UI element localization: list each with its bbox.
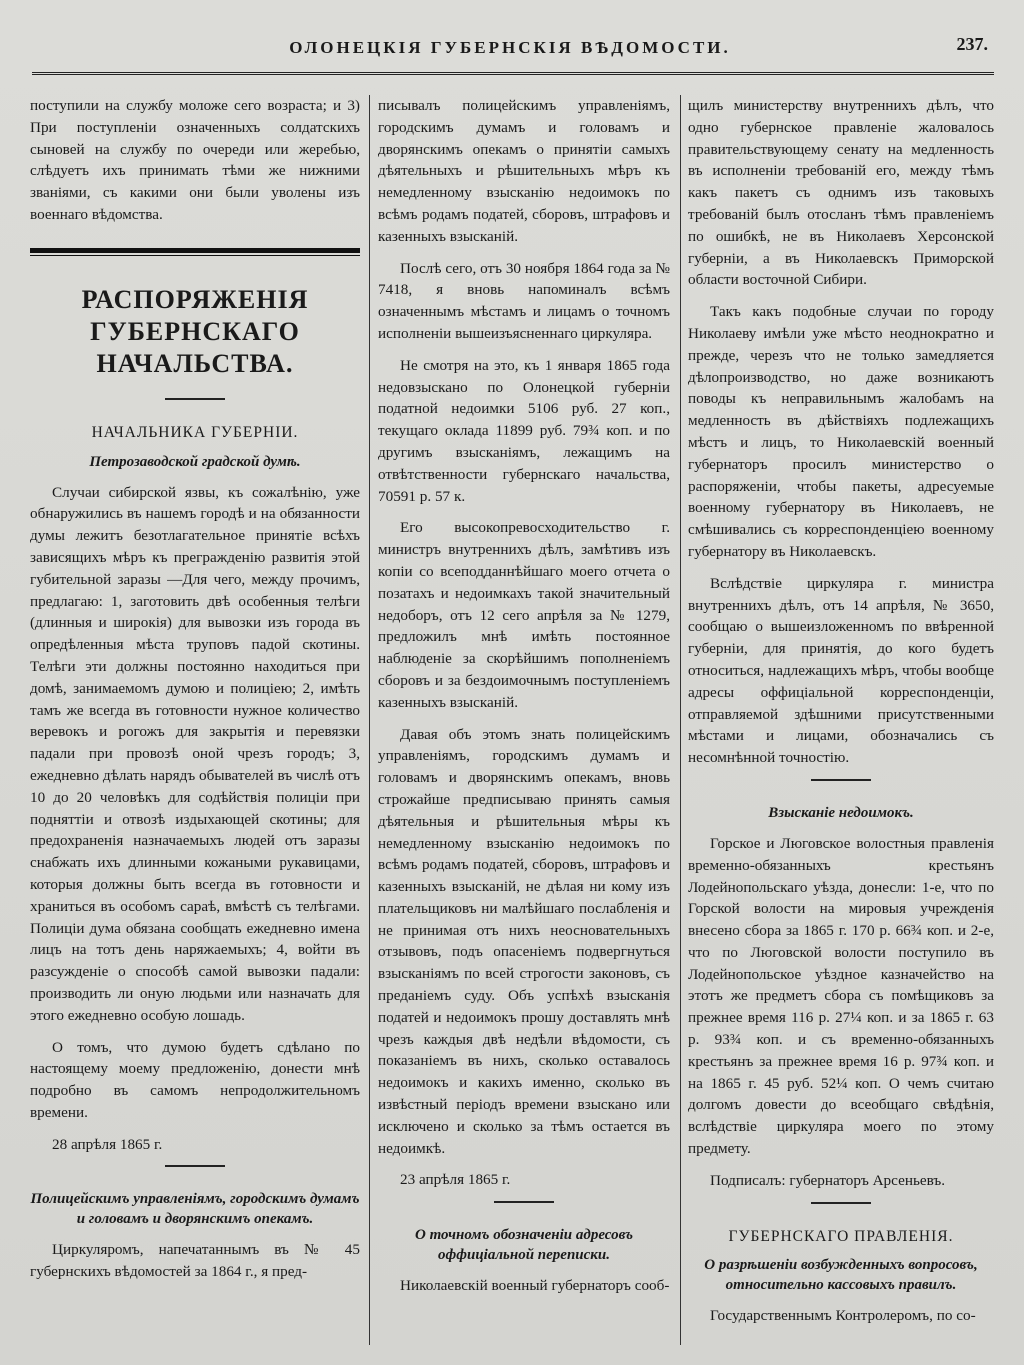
paragraph: Циркуляромъ, напечатаннымъ въ № 45 губернскихъ вѣдомостей за 1864 г., я пред- [30, 1241, 360, 1281]
article-heading: Взысканіе недоимокъ. [768, 804, 914, 821]
paragraph: Такъ какъ подобные случаи по городу Николаеву имѣли уже мѣсто неоднократно и прежде, черезъ что не только замедляется дѣлопроизводство, но даже возникаютъ поводы къ неправильнымъ жалобамъ на медленность въ дѣйствіяхъ подлежащихъ мѣстъ и лицъ, то Николаевскій военный губернаторъ просилъ министерство о распоряженіи, чтобы пакеты, адресуемые военному губернатору въ Николаевъ, не смѣшивались съ корреспонденціею военному губернатору въ Николаевскъ. [688, 303, 994, 560]
divider [494, 1201, 554, 1203]
column-divider [680, 95, 681, 1345]
date-line: 28 апрѣля 1865 г. [52, 1135, 163, 1153]
continued-paragraph: поступили на службу моложе сего возраста; и 3) При поступленіи означенныхъ солдатскихъ сыновей на службу по очереди или жеребью, слѣдуетъ ихъ принимать тѣми же нижними званіями, съ какими они были уволены изъ военнаго вѣдомства. [30, 97, 360, 223]
date-line: 23 апрѣля 1865 г. [400, 1171, 511, 1189]
divider [165, 398, 225, 400]
paragraph: Давая объ этомъ знать полицейскимъ управленіямъ, городскимъ думамъ и головамъ и дворянскимъ опекамъ, вновь строжайше предписываю принять самыя дѣятельныя и рѣшительныя мѣры къ немедленному взысканію недоимокъ по всѣмъ родамъ податей, сборовъ, штрафовъ и казенныхъ взысканій, не дѣлая ни кому изъ плательщиковъ ни малѣйшаго послабленія и не принимая отъ нихъ неосновательныхъ отзывовъ, подъ опасеніемъ подвергнуться взысканіямъ по всей строгости законовъ, съ преданіемъ суду. Объ успѣхѣ взысканія податей и недоимокъ прошу доставлять мнѣ чрезъ каждыя двѣ недѣли вѣдомости, съ показаніемъ въ нихъ, сколько оставалось недоимокъ и какихъ именно, сколько въ извѣстный періодъ времени взыскано или исключено и сколько за тѣмъ остается въ недоимкѣ. [378, 725, 670, 1157]
section-title: РАСПОРЯЖЕНІЯ ГУБЕРНСКАГО НАЧАЛЬСТВА. [81, 284, 309, 378]
continued-paragraph: писывалъ полицейскимъ управленіямъ, городскимъ думамъ и головамъ и дворянскимъ опекамъ о принятіи самыхъ дѣятельныхъ и рѣшительныхъ мѣръ къ немедленному взысканію недоимокъ по всѣмъ родамъ податей, сборовъ, штрафовъ и казенныхъ взысканій. [378, 97, 670, 245]
paragraph: Случаи сибирской язвы, къ сожалѣнію, уже обнаружились въ нашемъ городѣ и на обязанности думы лежитъ безотлагательное принятіе всѣхъ зависящихъ мѣръ къ прегражденію развитія этой губительной заразы —Для чего, между прочимъ, предлагаю: 1, заготовить двѣ особенныя телѣги (длинныя и широкія) для вывозки изъ города въ опредѣленныя мѣста труповъ падой скотины. Телѣги эти должны постоянно находиться при домѣ, занимаемомъ думою и полиціею; 2, имѣть тамъ же всегда въ готовности нужное количество веревокъ и рогожъ для закрытія и перевязки падали при провозѣ оной чрезъ городъ; 3, ежедневно дѣлать нарядъ обывателей въ числѣ отъ 10 до 20 человѣкъ для содѣйствія полиціи при подняттіи и отвозѣ издыхающей скотины; для предохраненія назначаемыхъ людей отъ заразы снабжать ихъ длинными кожаными рукавицами, которыя должны быть всегда въ готовности и храниться въ особомъ сараѣ, вмѣстѣ съ телѣгами. Полиціи дума обязана сообщать ежедневно имена лицъ на тотъ день наряжаемыхъ; 4, войти въ разсужденіе о способѣ самой вывозки падали: производить ли оную людьми или назначать для этого ежедневно особую лошадь. [30, 483, 360, 1024]
divider [811, 1202, 871, 1204]
header-rule [32, 72, 994, 75]
paragraph: Послѣ сего, отъ 30 ноября 1864 года за № 7418, я вновь напоминалъ всѣмъ означеннымъ мѣстамъ и лицамъ о точномъ исполненіи вышеизъясненнаго циркуляра. [378, 259, 670, 342]
signature-line: Подписалъ: губернаторъ Арсеньевъ. [710, 1171, 946, 1189]
column-divider [369, 95, 370, 1345]
paragraph: Николаевскій военный губернаторъ сооб- [400, 1277, 670, 1295]
subsection-heading: НАЧАЛЬНИКА ГУБЕРНІИ. [91, 423, 299, 441]
column-3 [688, 95, 994, 1345]
running-head: ОЛОНЕЦКІЯ ГУБЕРНСКІЯ ВѢДОМОСТИ. [289, 38, 731, 57]
column-1 [30, 95, 360, 1345]
article-heading: О разрѣшеніи возбужденныхъ вопросовъ, относительно кассовыхъ правилъ. [704, 1257, 978, 1294]
paragraph: Вслѣдствіе циркуляра г. министра внутреннихъ дѣлъ, отъ 14 апрѣля, № 3650, сообщаю о вышеизложенномъ по ввѣренной губерніи, для принятія, до кого будетъ относиться, надлежащихъ мѣръ, чтобы вообще адресы оффиціальной корреспонденціи, отправляемой здѣшними присутственными мѣстами и лицами, обозначались съ несомнѣнной точностію. [688, 574, 994, 767]
addressee-heading: Полицейскимъ управленіямъ, городскимъ думамъ и головамъ и дворянскимъ опекамъ. [30, 1191, 360, 1228]
paragraph: Его высокопревосходительство г. министръ внутреннихъ дѣлъ, замѣтивъ изъ копіи со всеподданнѣйшаго моего отчета о позатахъ и недоимкахъ такой значительный недоборъ, отъ 12 сего апрѣля за № 1279, предложилъ мнѣ имѣть постоянное наблюденіе за скорѣйшимъ пополненіемъ сборовъ и за бездоимочнымъ поступленіемъ казенныхъ взысканій. [378, 519, 670, 711]
continued-paragraph: щилъ министерству внутреннихъ дѣлъ, что одно губернское правленіе жаловалось правительствующему сенату на медленность въ исполненіи требованій его, между тѣмъ какъ пакетъ съ однимъ изъ таковыхъ требованій былъ отосланъ тѣмъ правленіемъ по ошибкѣ, не въ Николаевъ Херсонской губерніи, а въ Николаевскъ Приморской области восточной Сибири. [688, 97, 994, 289]
addressee-heading: Петрозаводской градской думѣ. [89, 453, 301, 470]
divider [811, 779, 871, 781]
paragraph: Государственнымъ Контролеромъ, по со- [710, 1307, 976, 1325]
section-rule [30, 248, 360, 256]
column-2 [378, 95, 670, 1345]
paragraph: О томъ, что думою будетъ сдѣлано по настоящему моему предложенію, донести мнѣ подробно въ самомъ непродолжительномъ времени. [30, 1038, 360, 1121]
page-number: 237. [956, 34, 988, 54]
paragraph: Горское и Люговское волостныя правленія временно-обязанныхъ крестьянъ Лодейнопольскаго уѣзда, донесли: 1-е, что по Горской волости на мировыя учрежденія внесено сбора за 1865 г. 170 р. 66¾ коп. и 2-е, что по Люговской волости поступило въ Лодейнопольское уѣздное казначейство на этотъ же предметъ сбора съ помѣщиковъ за прежнее время 116 р. 27¼ коп. и за 1865 г. 63 р. 93¾ коп. и съ временно-обязанныхъ крестьянъ за прежнее время 16 р. 97¾ коп. и на 1865 г. 45 руб. 52¼ коп. О чемъ считаю долгомъ довести до всеобщаго свѣдѣнія, вслѣдствіе циркуляра моего по этому предмету. [688, 834, 994, 1158]
article-heading: О точномъ обозначеніи адресовъ оффиціальной переписки. [414, 1227, 633, 1264]
subsection-heading: ГУБЕРНСКАГО ПРАВЛЕНІЯ. [728, 1227, 954, 1245]
paragraph: Не смотря на это, къ 1 января 1865 года недовзыскано по Олонецкой губерніи податной недоимки 5106 руб. 27 коп., текущаго оклада 11899 руб. 79¾ коп. и по другимъ взысканіямъ, лежащимъ на отвѣтственности губернскаго начальства, 70591 р. 57 к. [378, 356, 670, 505]
divider [165, 1165, 225, 1167]
